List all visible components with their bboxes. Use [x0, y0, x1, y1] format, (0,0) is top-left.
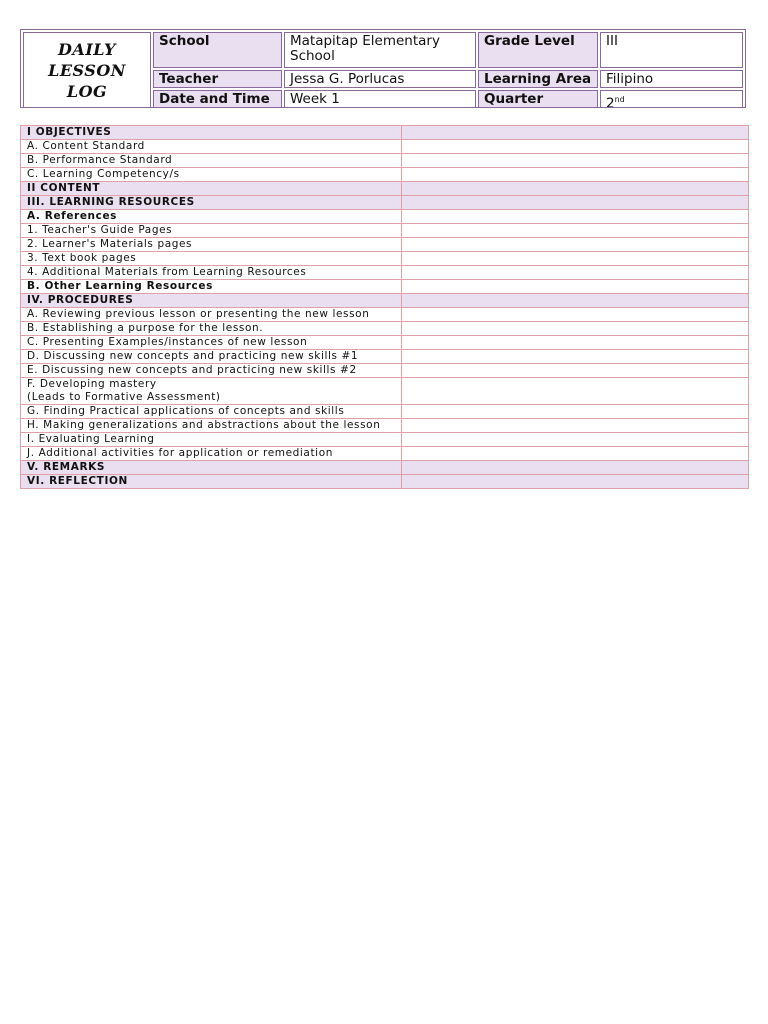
row-label: C. Presenting Examples/instances of new lesson [27, 336, 308, 348]
table-row [21, 168, 749, 182]
row-label-cell [21, 294, 402, 308]
row-label: C. Learning Competency/s [27, 168, 180, 180]
table-row [21, 210, 749, 224]
row-value-cell [402, 364, 749, 378]
row-label: E. Discussing new concepts and practicing new skills #2 [27, 364, 357, 376]
row-value-cell [402, 210, 749, 224]
row-value-cell [402, 266, 749, 280]
table-row [21, 224, 749, 238]
row-label-cell [21, 322, 402, 336]
row-value-cell [402, 252, 749, 266]
lesson-plan-table [20, 125, 749, 489]
row-label-cell [21, 308, 402, 322]
table-row [21, 308, 749, 322]
teacher-label: Teacher [153, 70, 282, 88]
row-label: B. Performance Standard [27, 154, 173, 166]
grade-level-value: III [600, 32, 743, 68]
title-line-3: LOG [66, 81, 108, 101]
date-time-value: Week 1 [284, 90, 476, 108]
header-grid [23, 32, 743, 108]
row-value-cell [402, 224, 749, 238]
row-label: VI. REFLECTION [27, 475, 128, 487]
row-label-cell [21, 154, 402, 168]
table-row [21, 336, 749, 350]
row-label: B. Establishing a purpose for the lesson. [27, 322, 264, 334]
quarter-label: Quarter [478, 90, 598, 108]
row-value-cell [402, 336, 749, 350]
row-label: 2. Learner's Materials pages [27, 238, 193, 250]
teacher-value: Jessa G. Porlucas [284, 70, 476, 88]
row-label-cell [21, 475, 402, 489]
grade-level-label: Grade Level [478, 32, 598, 68]
table-row [21, 196, 749, 210]
row-label-cell [21, 336, 402, 350]
row-value-cell [402, 378, 749, 405]
table-row [21, 364, 749, 378]
row-label-cell [21, 140, 402, 154]
table-row [21, 405, 749, 419]
school-value: Matapitap Elementary School [284, 32, 476, 68]
quarter-number: 2 [606, 95, 615, 108]
row-label-cell [21, 252, 402, 266]
row-label: H. Making generalizations and abstractions about the lesson [27, 419, 381, 431]
table-row [21, 294, 749, 308]
row-label: A. Reviewing previous lesson or presenting the new lesson [27, 308, 370, 320]
table-row [21, 280, 749, 294]
table-row [21, 447, 749, 461]
row-value-cell [402, 322, 749, 336]
row-value-cell [402, 238, 749, 252]
row-label: D. Discussing new concepts and practicing new skills #1 [27, 350, 359, 362]
row-label: I. Evaluating Learning [27, 433, 155, 445]
row-value-cell [402, 447, 749, 461]
table-row [21, 322, 749, 336]
table-row [21, 433, 749, 447]
row-value-cell [402, 140, 749, 154]
row-label-cell [21, 182, 402, 196]
table-row [21, 350, 749, 364]
learning-area-value: Filipino [600, 70, 743, 88]
table-row [21, 266, 749, 280]
table-row [21, 252, 749, 266]
lesson-plan-rows [21, 126, 749, 489]
row-value-cell [402, 168, 749, 182]
title-line-2: LESSON [48, 60, 126, 80]
row-label: V. REMARKS [27, 461, 106, 473]
lesson-log-header [20, 29, 746, 108]
row-label-cell [21, 350, 402, 364]
row-value-cell [402, 461, 749, 475]
row-value-cell [402, 126, 749, 140]
row-label: I OBJECTIVES [27, 126, 112, 138]
row-label: II CONTENT [27, 182, 101, 194]
row-label: A. References [27, 210, 118, 222]
row-label-cell [21, 238, 402, 252]
table-row [21, 154, 749, 168]
table-row [21, 182, 749, 196]
row-label-cell [21, 266, 402, 280]
row-value-cell [402, 475, 749, 489]
row-label-cell [21, 280, 402, 294]
row-label-cell [21, 378, 402, 405]
row-label-cell [21, 405, 402, 419]
row-label: A. Content Standard [27, 140, 145, 152]
row-label-cell [21, 461, 402, 475]
row-label: IV. PROCEDURES [27, 294, 134, 306]
row-label-cell [21, 126, 402, 140]
row-value-cell [402, 196, 749, 210]
school-label: School [153, 32, 282, 68]
row-label-cell [21, 447, 402, 461]
row-value-cell [402, 182, 749, 196]
daily-lesson-log-title [23, 32, 151, 108]
row-label-cell [21, 364, 402, 378]
row-label-cell [21, 224, 402, 238]
quarter-suffix: nd [614, 95, 625, 104]
row-value-cell [402, 433, 749, 447]
row-value-cell [402, 350, 749, 364]
table-row [21, 140, 749, 154]
table-row [21, 378, 749, 405]
row-value-cell [402, 294, 749, 308]
row-value-cell [402, 308, 749, 322]
table-row [21, 238, 749, 252]
title-line-1: DAILY [58, 39, 116, 59]
row-label-cell [21, 210, 402, 224]
table-row [21, 475, 749, 489]
learning-area-label: Learning Area [478, 70, 598, 88]
row-value-cell [402, 280, 749, 294]
quarter-value [600, 90, 743, 108]
row-label: 1. Teacher's Guide Pages [27, 224, 173, 236]
row-label-cell [21, 196, 402, 210]
row-value-cell [402, 405, 749, 419]
date-time-label: Date and Time [153, 90, 282, 108]
row-label: J. Additional activities for application or remediation [27, 447, 333, 459]
row-label: III. LEARNING RESOURCES [27, 196, 195, 208]
row-label-cell [21, 433, 402, 447]
table-row [21, 461, 749, 475]
table-row [21, 419, 749, 433]
row-label: 3. Text book pages [27, 252, 137, 264]
row-label-secondary: (Leads to Formative Assessment) [27, 390, 221, 403]
row-label: F. Developing mastery [27, 378, 157, 390]
row-label: B. Other Learning Resources [27, 280, 213, 292]
table-row [21, 126, 749, 140]
row-label: 4. Additional Materials from Learning Resources [27, 266, 307, 278]
row-label-cell [21, 419, 402, 433]
row-value-cell [402, 154, 749, 168]
row-value-cell [402, 419, 749, 433]
row-label: G. Finding Practical applications of concepts and skills [27, 405, 345, 417]
row-label-cell [21, 168, 402, 182]
